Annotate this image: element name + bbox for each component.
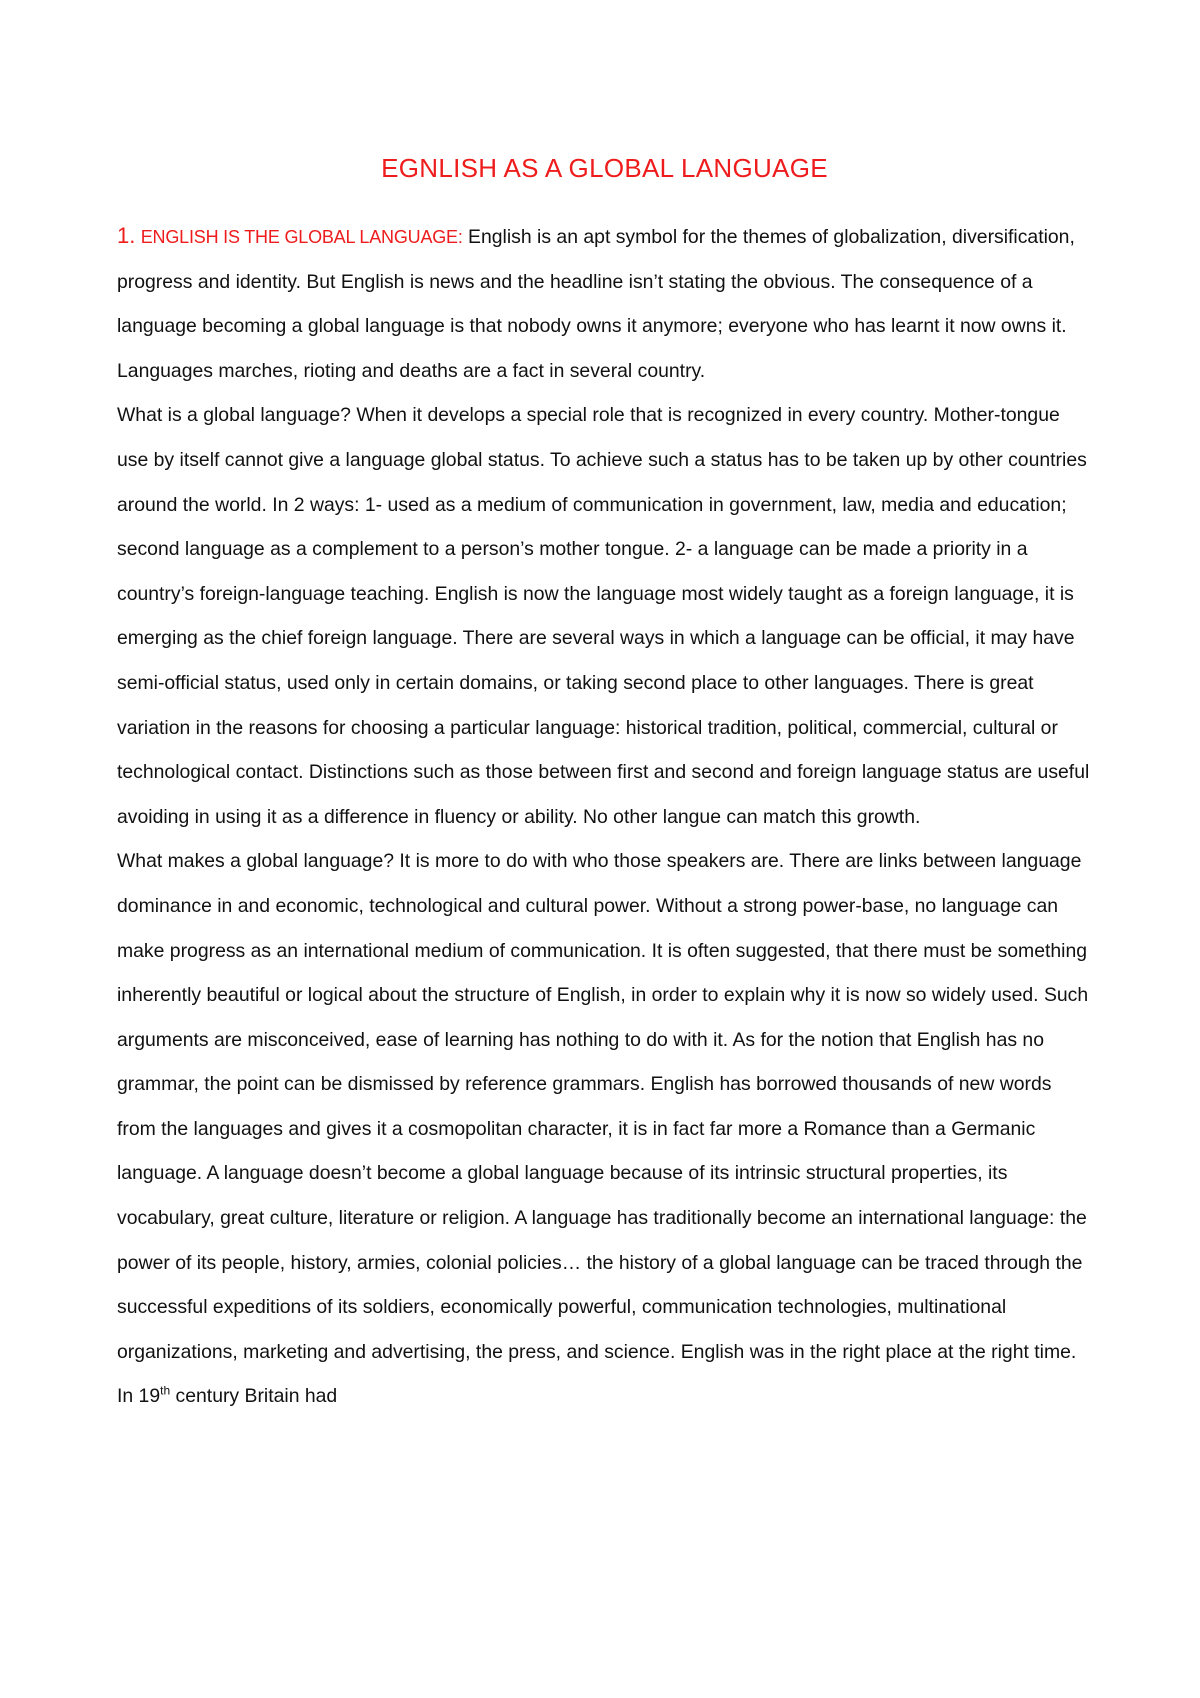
superscript-th: th [160,1383,171,1398]
paragraph-global-language-definition: What is a global language? When it develops a special role that is recognized in every country. Mother-tongue use by itself cannot give a language global status. To achieve such a status has to be taken up by other countries around the world. In 2 ways: 1- used as a medium of communication in government, law, media and education; second language as a complement to a person’s mother tongue. 2- a language can be made a priority in a country’s foreign-language teaching. English is now the language most widely taught as a foreign language, it is emerging as the chief foreign language. There are several ways in which a language can be official, it may have semi-official status, used only in certain domains, or taking second place to other languages. There is great variation in the reasons for choosing a particular language: historical tradition, political, commercial, cultural or technological contact. Distinctions such as those between first and second and foreign language status are useful avoiding in using it as a difference in fluency or ability. No other langue can match this growth. [117,404,1090,828]
paragraph-3-text: What makes a global language? It is more to do with who those speakers are. There are links between language dominance in and economic, technological and cultural power. Without a strong power-base, no language can make progress as an international medium of communication. It is often suggested, that there must be something inherently beautiful or logical about the structure of English, in order to explain why it is now so widely used. Such arguments are misconceived, ease of learning has nothing to do with it. As for the notion that English has no grammar, the point can be dismissed by reference grammars. English has borrowed thousands of new words from the languages and gives it a cosmopolitan character, it is in fact far more a Romance than a Germanic language. A language doesn’t become a global language because of its intrinsic structural properties, its vocabulary, great culture, literature or religion. A language has traditionally become an international language: the power of its people, history, armies, colonial policies… the history of a global language can be traced through the successful expeditions of its soldiers, economically powerful, communication technologies, multinational organizations, marketing and advertising, the press, and science. English was in the right place at the right time. In 19 [117,850,1089,1408]
document-title: EGNLISH AS A GLOBAL LANGUAGE [381,153,828,183]
paragraph-what-makes-global-language [117,839,1092,1419]
section-1-paragraph [117,214,1092,393]
section-1-heading-text: ENGLISH IS THE GLOBAL LANGUAGE: [140,227,463,247]
paragraph-3-tail: century Britain had [170,1385,338,1408]
section-1-number: 1. [117,223,136,248]
section-1-text: English is an apt symbol for the themes of globalization, diversification, progress and identity. But English is news and the headline isn’t stating the obvious. The consequence of a language becoming a global language is that nobody owns it anymore; everyone who has learnt it now owns it. Languages marches, rioting and deaths are a fact in several country. [117,226,1075,382]
section-1-heading [117,223,463,248]
